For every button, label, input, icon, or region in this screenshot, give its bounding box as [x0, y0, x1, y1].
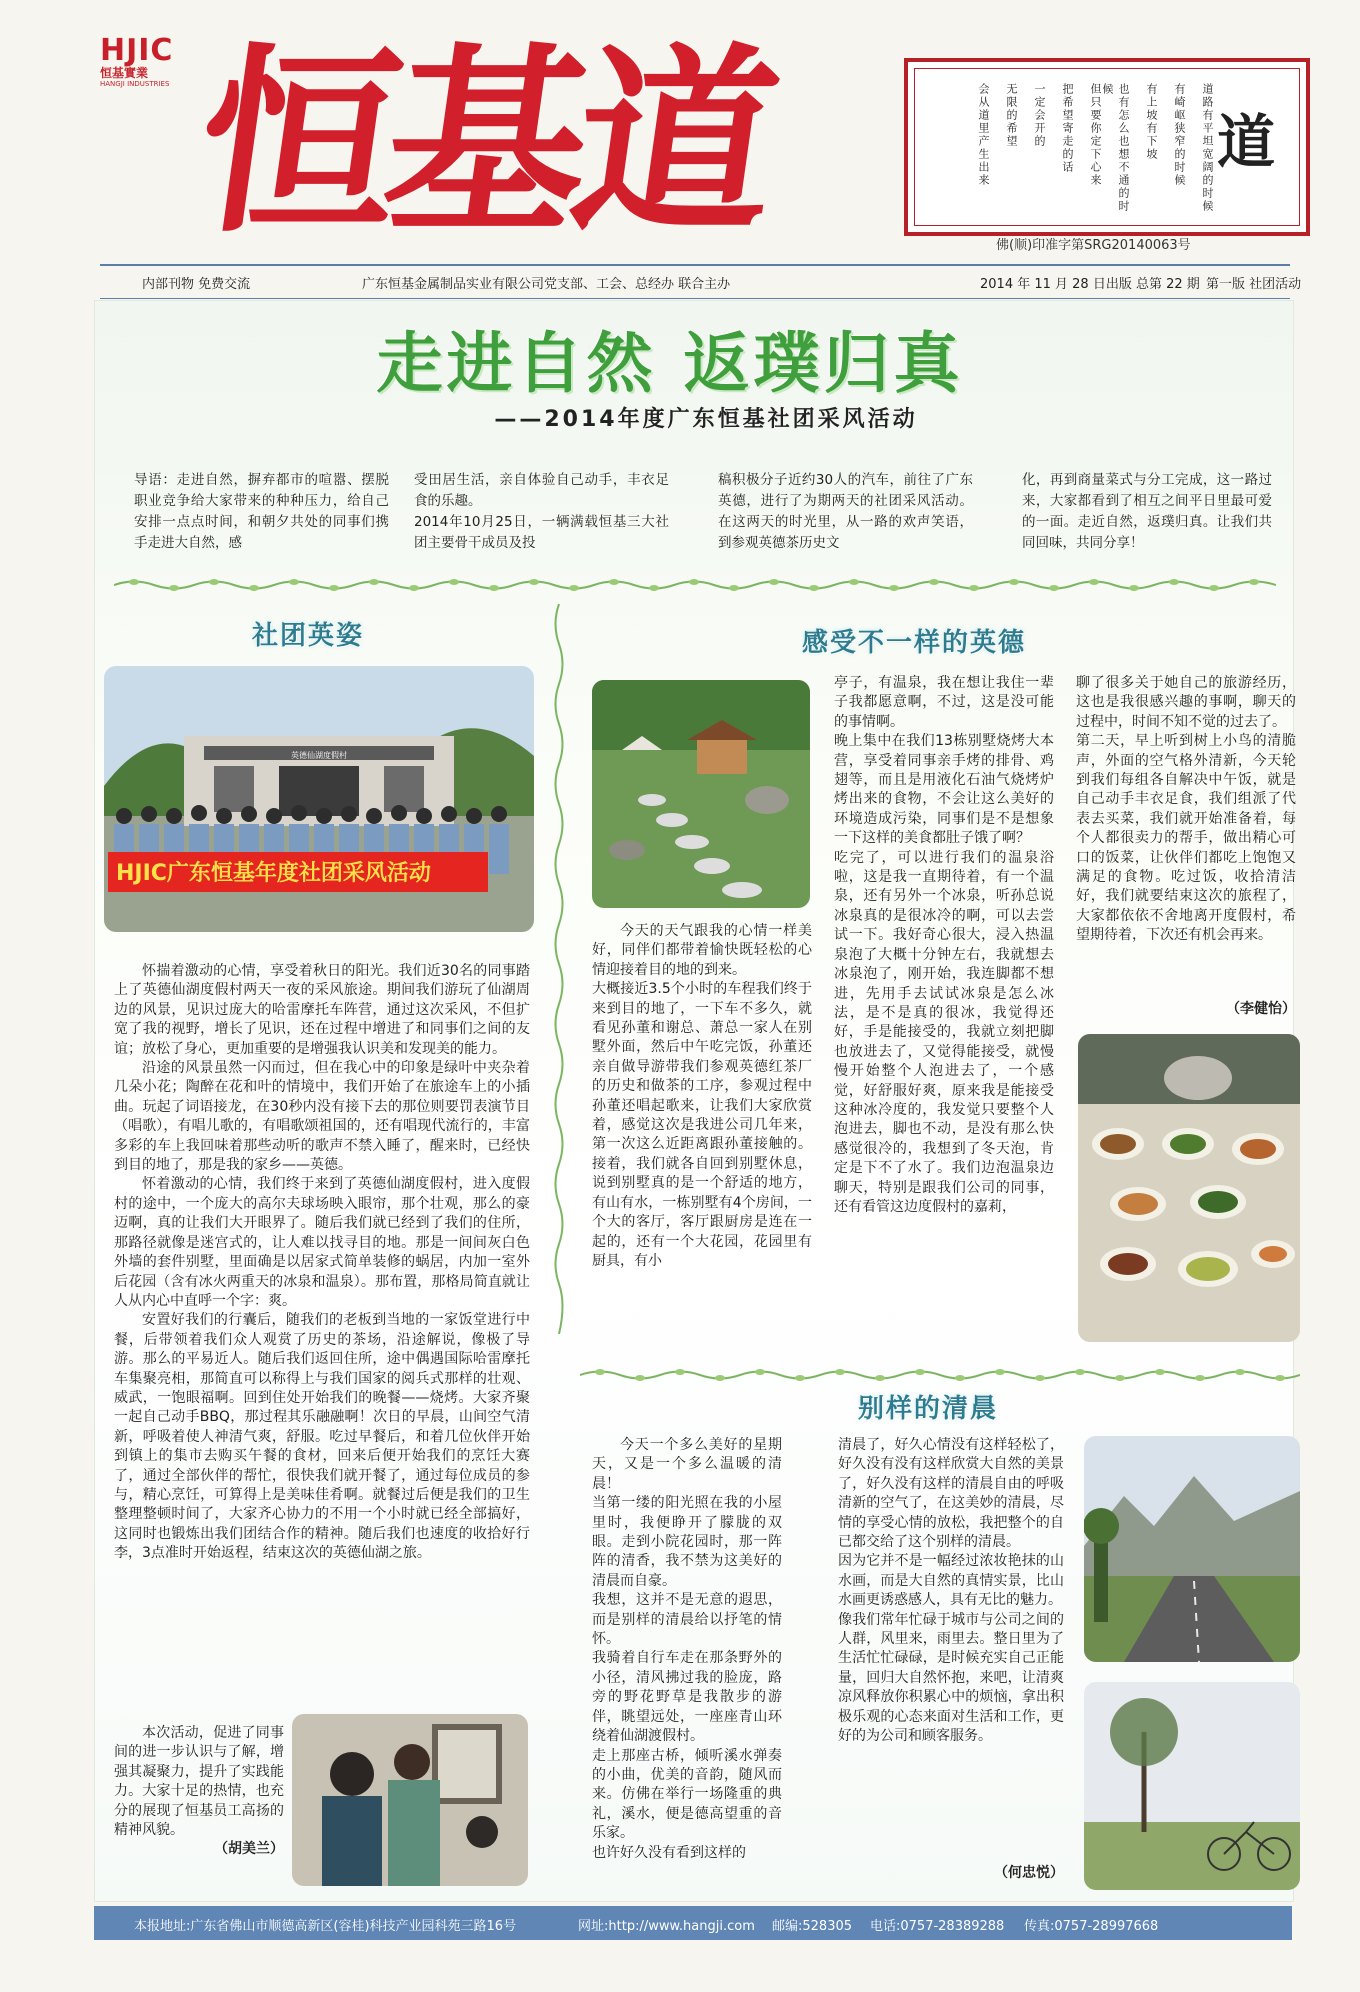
poem-lines [935, 83, 1215, 223]
poem-box [904, 58, 1310, 236]
article-3-col-b: 清晨了，好久心情没有这样轻松了，好久没有没有这样欣赏大自然的美景了，好久没有这样的清晨自由的呼吸清新的空气了，在这美妙的清晨，尽情的享受心情的放松，我把整个的自已都交给了这个别样的清晨。 因为它并不是一幅经过浓妆艳抹的山水画，而是大自然的真情实景，比山水画更诱惑感人，具有无比的魅力。 像我们常年忙碌于城市与公司之间的人群，风里来，雨里去。整日里为了生活忙忙碌碌，是时候充实自己正能量，回归大自然怀抱，来吧，让清爽凉风释放你积累心中的烦恼，拿出积极乐观的心态来面对生活和工作，更好的为公司和顾客服务。 [838, 1437, 1064, 1745]
section-title-1: 社团英姿 [252, 621, 365, 651]
poem-line: 一定会开的 [1033, 83, 1046, 148]
meeting-photo [292, 1714, 528, 1886]
vine-divider-mid [580, 1368, 1300, 1382]
publish-date: 2014 年 11 月 28 日出版 [980, 277, 1132, 292]
article-1-para: 安置好我们的行囊后，随我们的老板到当地的一家饭堂进行中餐，后带领着我们众人观赏了历史的茶场，沿途解说，像极了导游。那么的平易近人。随后我们返回住所，途中偶遇国际哈雷摩托车集聚亮相，那简直可以称得上与我们国家的阅兵式那样的壮观、威武，一饱眼福啊。回到住处开始我们的晚餐——烧烤。大家齐聚一起自己动手BBQ，那过程其乐融融啊！次日的早晨，山间空气清新，呼吸着使人神清气爽，舒服。吃过早餐后，和着几位伙伴开始到镇上的集市去购买午餐的食材，回来后便开始我们的烹饪大赛了，通过全部伙伴的帮忙，很快我们就开餐了，通过每位成员的参与，精心烹饪，可算得上是美味佳肴啊。就餐过后便是我们的卫生整理整顿时间了，大家齐心协力的不用一个小时就已经全部搞好，这同时也锻炼出我们团结合作的精神。随后我们也速度的收拾好行李，3点准时开始返程，结束这次的英德仙湖之旅。 [114, 1312, 530, 1562]
footer-website: 网址:http://www.hangji.com [578, 1919, 755, 1934]
poem-line: 道路有平坦宽阔的时候 [1201, 83, 1214, 213]
poem-line: 也有怎么也想不通的时候 [1101, 83, 1130, 213]
info-bar [100, 264, 1302, 301]
article-1-last-para: 本次活动，促进了同事间的进一步认识与了解，增强其凝聚力，提升了实践能力。大家十足的热情，也充分的展现了恒基员工高扬的精神风貌。 [114, 1725, 284, 1839]
poem-line: 有崎岖狭窄的时候 [1173, 83, 1186, 187]
article-1-closing [114, 1724, 284, 1860]
subheadline: ——2014年度广东恒基社团采风活动 [494, 407, 918, 432]
sponsor-text: 广东恒基金属制品实业有限公司党支部、工会、总经办 联合主办 [362, 277, 731, 292]
road-photo [1084, 1436, 1300, 1662]
article-1-para: 怀揣着激动的心情，享受着秋日的阳光。我们近30名的同事踏上了英德仙湖度假村两天一夜的采风旅途。期间我们游玩了仙湖周边的风景，见识过庞大的哈雷摩托车阵营，通过这次采风，不但扩宽了我的视野，增长了见识，还在过程中增进了和同事们之间的友谊；放松了身心，更加重要的是增强我认识美和发现美的能力。 [114, 963, 530, 1057]
article-3-col-a: 今天一个多么美好的星期天，又是一个多么温暖的清晨！ 当第一缕的阳光照在我的小屋里时，我便睁开了朦胧的双眼。走到小院花园时，那一阵阵的清香，我不禁为这美好的清晨而自豪。 我想，这并不是无意的遐思，而是别样的清晨给以抒笔的情怀。 我骑着自行车走在那条野外的小径，清风拂过我的脸庞，路旁的野花野草是我散步的游伴，眺望远处，一座座青山环绕着仙湖渡假村。 走上那座古桥，倾听溪水弹奏的小曲，优美的音韵，随风而来。仿佛在举行一场隆重的典礼，溪水，便是德高望重的音乐家。 也许好久没有看到这样的 [592, 1437, 782, 1861]
print-permit: 佛(顺)印准字第SRG20140063号 [996, 238, 1191, 253]
article-3-author: （何忠悦） [994, 1865, 1064, 1881]
poem-line: 但只要你定下心来 [1089, 83, 1102, 187]
poem-line: 无限的希望 [1005, 83, 1018, 148]
banner-text: HJIC广东恒基年度社团采风活动 [116, 861, 431, 886]
poem-big-char: 道 [1216, 108, 1275, 176]
internal-label: 内部刊物 免费交流 [142, 277, 251, 292]
masthead-title: 恒基道 [183, 25, 781, 260]
intro-col-4: 化，再到商量菜式与分工完成，这一路过来，大家都看到了相互之间平日里最可爱的一面。走近自然，返璞归真。让我们共同回味，共同分享！ [1022, 472, 1272, 551]
issue-number: 总第 22 期 [1136, 277, 1200, 292]
article-1-para: 怀着激动的心情，我们终于来到了英德仙湖度假村，进入度假村的途中，一个庞大的高尔夫球场映入眼帘，那个壮观，那么的豪迈啊，真的让我们大开眼界了。随后我们就已经到了我们的住所，那路径就像是迷宫式的，让人难以找寻目的地。那是一间间灰白色外墙的套件别墅，里面确是以居家式简单装修的蜗居，内加一室外后花园（含有冰火两重天的冰泉和温泉）。那布置，那格局简直就让人从内心中直呼一个字：爽。 [114, 1176, 530, 1309]
footer-phone: 电话:0757-28389288 [870, 1919, 1005, 1934]
headline: 走进自然 返璞归真 [376, 325, 964, 402]
article-1-body [114, 962, 530, 1564]
logo-cn: 恒基實業 [100, 66, 149, 80]
intro-col-2: 受田居生活，亲自体验自己动手，丰衣足食的乐趣。 2014年10月25日，一辆满载恒基三大社团主要骨干成员及投 [414, 472, 669, 551]
poem-line: 把希望寄走的话 [1061, 83, 1074, 174]
footer-fax: 传真:0757-28997668 [1024, 1919, 1159, 1934]
company-logo [100, 33, 180, 90]
article-1-para: 沿途的风景虽然一闪而过，但在我心中的印象是绿叶中夹杂着几朵小花；陶醉在花和叶的情境中，我们开始了在旅途车上的小插曲。玩起了词语接龙，在30秒内没有接下去的那位则要罚表演节目（唱歌），有唱儿歌的，有唱歌颂祖国的，还有唱现代流行的，丰富多彩的车上我回味着那些动听的歌声不禁入睡了，醒来时，已经快到目的地了，那是我的家乡——英德。 [114, 1060, 530, 1174]
edition-label: 第一版 社团活动 [1206, 277, 1302, 292]
building-sign: 英德仙湖度假村 [291, 751, 347, 760]
section-title-2: 感受不一样的英德 [802, 628, 1027, 658]
food-photo [1078, 1034, 1300, 1342]
footer-postcode: 邮编:528305 [772, 1919, 853, 1934]
article-2-col-a: 今天的天气跟我的心情一样美好，同伴们都带着愉快既轻松的心情迎接着目的地的到来。 大概接近3.5个小时的车程我们终于来到目的地了，一下车不多久，就看见孙董和谢总、萧总一家人在别墅外面，然后中午吃完饭，孙董还亲自做导游带我们参观英德红茶厂的历史和做茶的工序，参观过程中孙董还唱起歌来，让我们大家欣赏着，感觉这次是我进公司几年来，第一次这么近距离跟孙董接触的。接着，我们就各自回到别墅休息，说到别墅真的是一个舒适的地方，有山有水，一栋别墅有4个房间，一个大的客厅，客厅跟厨房是连在一起的，还有一个大花园，花园里有厨具，有小 [592, 923, 812, 1269]
footer-address: 本报地址:广东省佛山市顺德高新区(容桂)科技产业园科苑三路16号 [134, 1919, 517, 1934]
vine-divider-top [114, 578, 1276, 592]
garden-photo [592, 680, 810, 908]
vine-divider-vertical [552, 604, 566, 1334]
section-title-3: 别样的清晨 [858, 1394, 999, 1424]
intro-col-1: 导语：走进自然，摒弃都市的喧嚣、摆脱职业竞争给大家带来的种种压力，给自己安排一点点时间，和朝夕共处的同事们携手走进大自然，感 [134, 472, 389, 551]
article-2-col-c: 聊了很多关于她自己的旅游经历，这也是我很感兴趣的事啊，聊天的过程中，时间不知不觉的过去了。 第二天，早上听到树上小鸟的清脆声，外面的空气格外清新，今天轮到我们每组各自解决中午饭，就是自己动手丰衣足食，我们组派了代表去买菜，我们就开始准备着，每个人都很卖力的帮手，做出精心可口的饭菜，让伙伴们都吃上饱饱又满足的食物。吃过饭，收拾清洁好，我们就要结束这次的旅程了，大家都依依不舍地离开度假村，希望期待着，下次还有机会再来。 [1076, 675, 1296, 944]
intro-col-3: 稿积极分子近约30人的汽车，前往了广东英德，进行了为期两天的社团采风活动。在这两天的时光里，从一路的欢声笑语，到参观英德茶历史文 [718, 472, 973, 551]
bicycle-photo [1084, 1682, 1300, 1890]
group-photo [104, 666, 534, 932]
poem-line: 会从道里产生出来 [977, 83, 990, 187]
logo-en: HANGJI INDUSTRIES [100, 80, 170, 88]
logo-text: HJIC [100, 33, 174, 68]
article-2-col-b: 亭子，有温泉，我在想让我住一辈子我都愿意啊，不过，这是没可能的事情啊。 晚上集中在我们13栋别墅烧烤大本营，享受着同事亲手烤的排骨、鸡翅等，而且是用液化石油气烧烤炉烤出来的食物，不会让这么美好的环境造成污染，同事们是不是想象一下这样的美食都肚子饿了啊？ 吃完了，可以进行我们的温泉浴啦，这是我一直期待着，有一个温泉，还有另外一个冰泉，听孙总说冰泉真的是很冰冷的啊，可以去尝试一下。我好奇心很大，浸入热温泉泡了大概十分钟左右，我就想去冰泉泡了，刚开始，我连脚都不想进，先用手去试试冰泉是怎么冰法，是不是真的很冰，我觉得还好，手是能接受的，我就立刻把脚也放进去了，又觉得能接受，就慢慢开始整个人泡进去了，一个感觉，好舒服好爽，原来我是能接受这种冰冷度的，我发觉只要整个人泡进去，脚也不动，是没有那么快感觉很冷的，我想到了冬天泡，肯定是下不了水了。我们边泡温泉边聊天，特别是跟我们公司的同事，还有看管这边度假村的嘉莉， [834, 675, 1054, 1215]
article-1-author: （胡美兰） [214, 1841, 284, 1858]
poem-line: 有上坡有下坡 [1145, 83, 1158, 161]
footer-bar [94, 1906, 1292, 1940]
article-2-author: （李健怡） [1226, 1001, 1296, 1017]
